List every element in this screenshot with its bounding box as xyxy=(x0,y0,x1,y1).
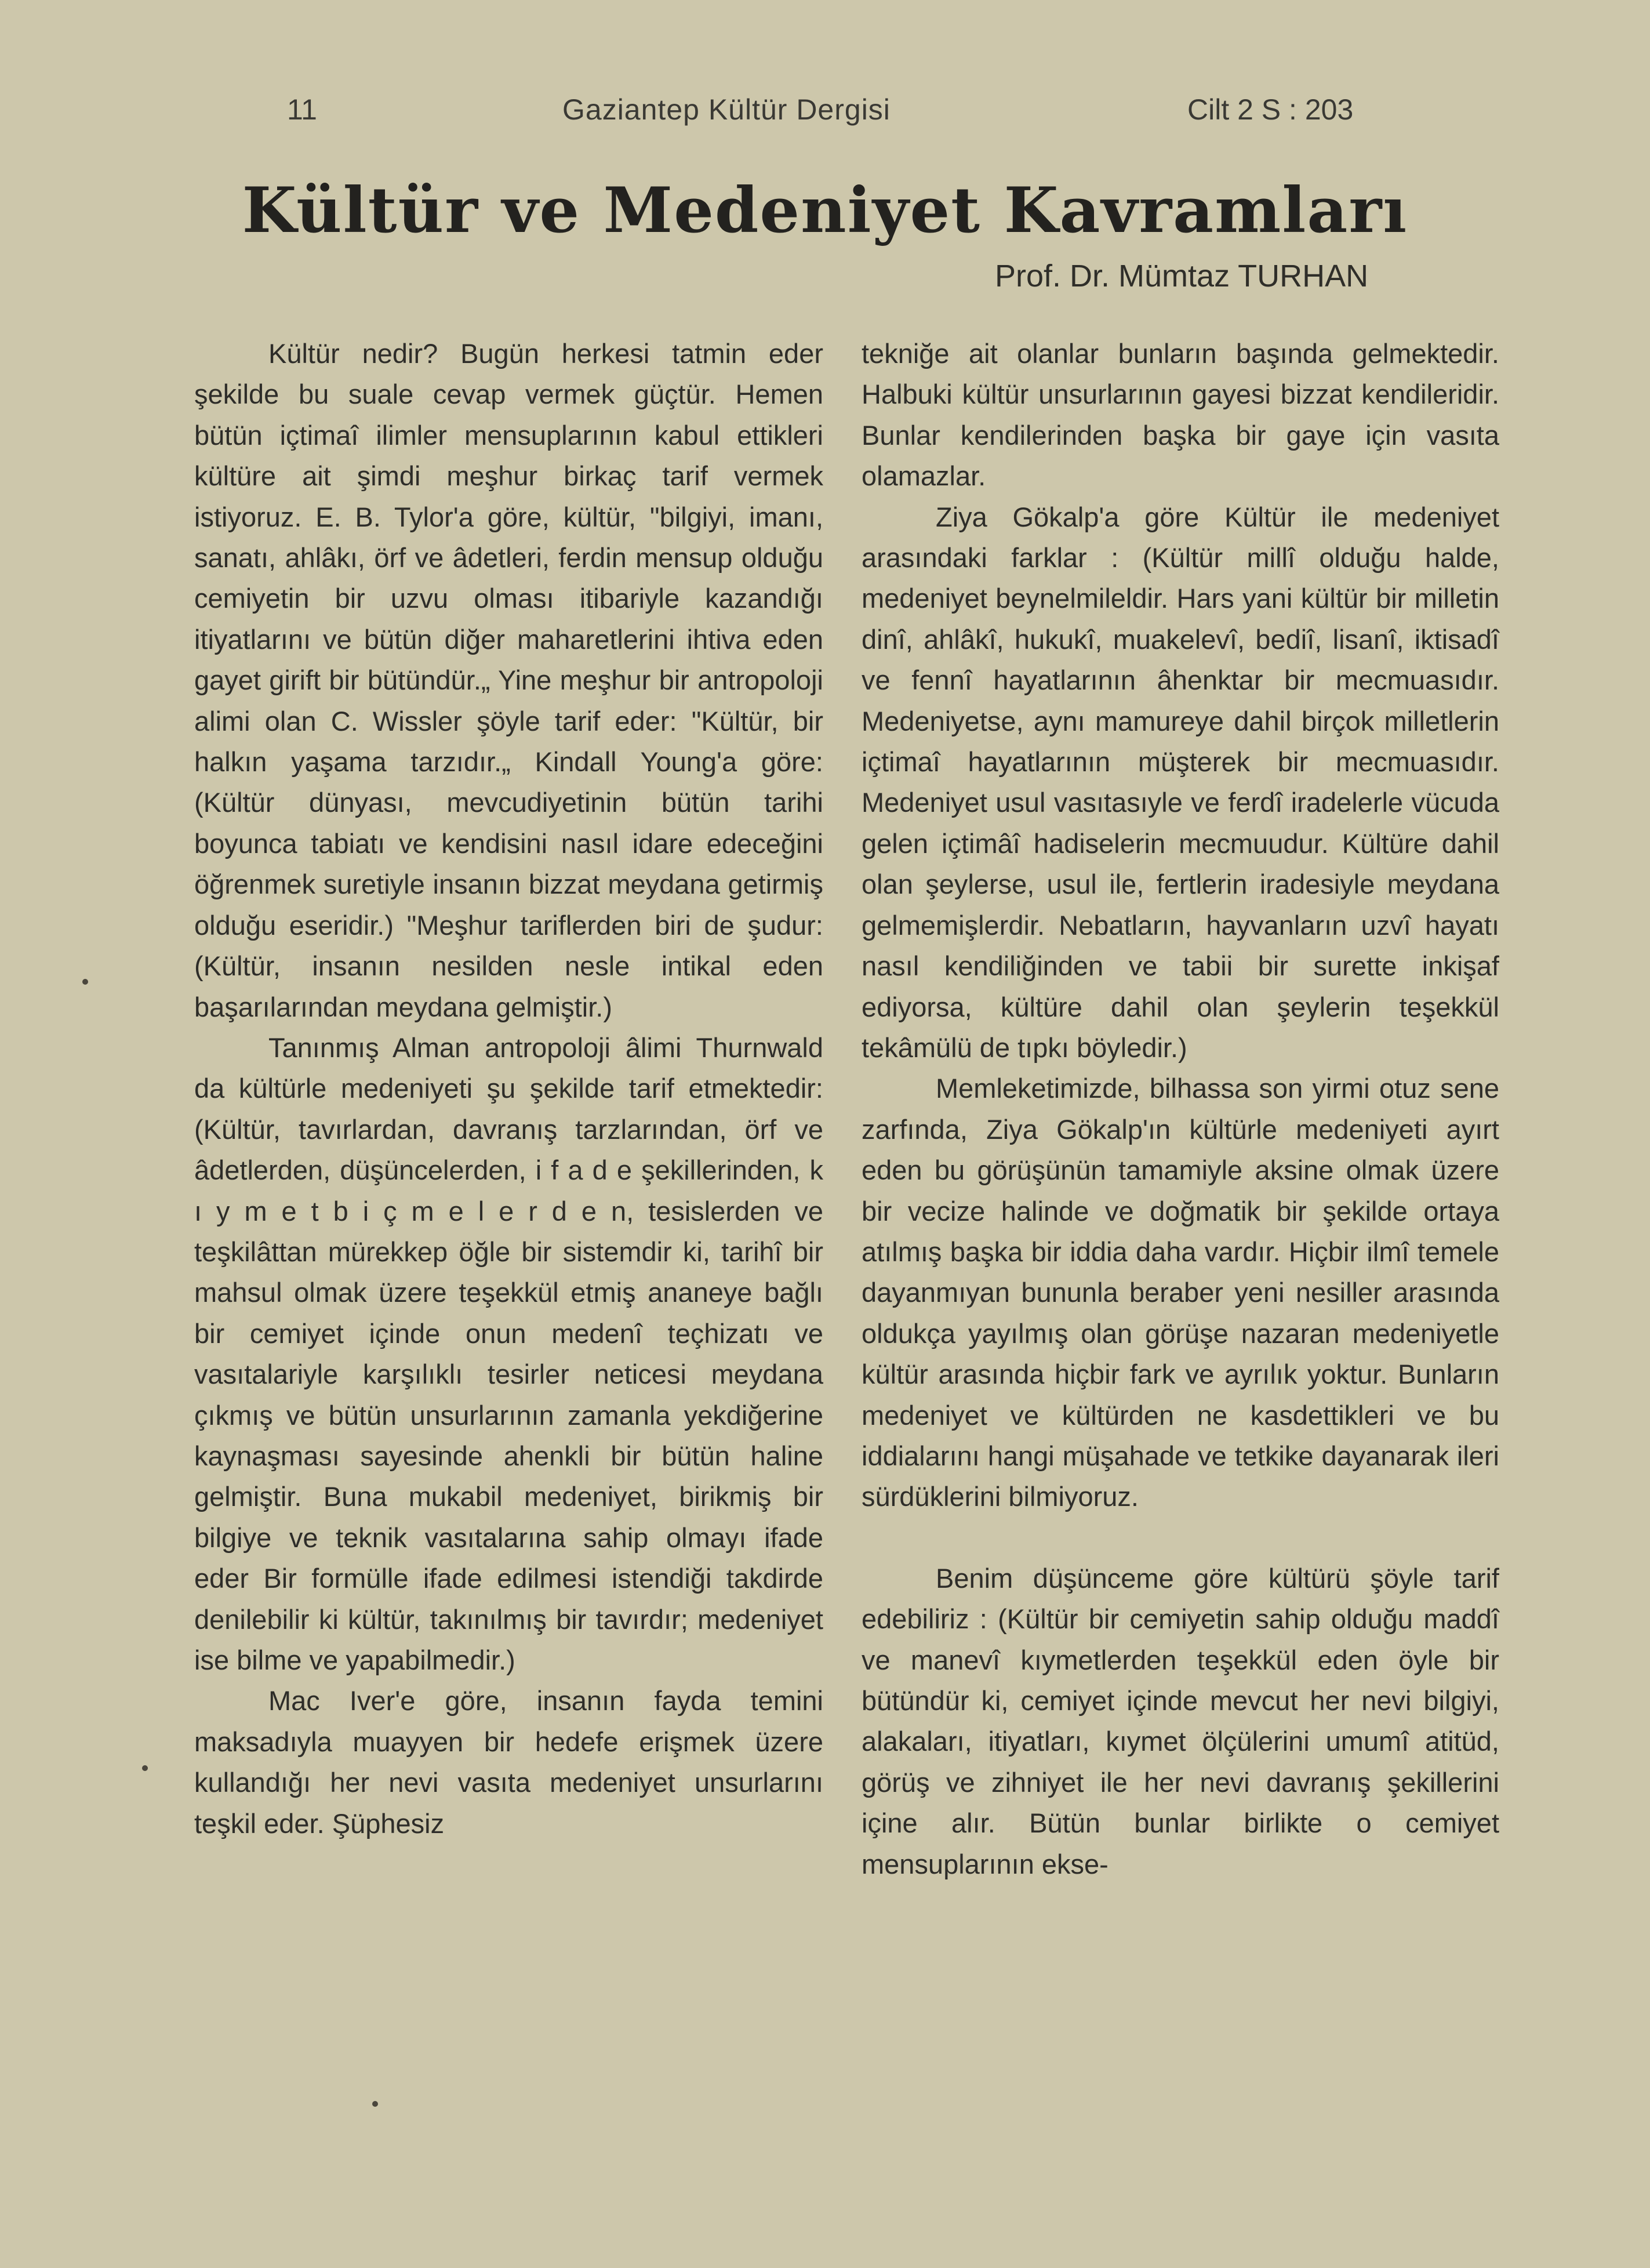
paragraph: tekniğe ait olanlar bunların başında gelmektedir. Halbuki kültür unsurlarının gayesi bizzat kendileridir. Bunlar kendilerinden başka bir gaye için vasıta olamazlar. xyxy=(862,338,1499,492)
right-column xyxy=(862,333,1499,1885)
left-column xyxy=(194,333,823,1844)
article-title: Kültür ve Medeniyet Kavramları xyxy=(242,174,1408,247)
volume-issue: Cilt 2 S : 203 xyxy=(1187,93,1354,126)
paragraph: Memleketimizde, bilhassa son yirmi otuz sene zarfında, Ziya Gökalp'ın kültürle medeniyeti ayırt eden bu görüşünün tamamiyle aksine olmak üzere bir vecize halinde ve doğmatik bir şekilde ortaya atılmış başka bir iddia daha vardır. Hiçbir ilmî temele dayanmıyan bununla beraber yeni nesiller arasında oldukça yayılmış olan görüşe nazaran medeniyetle kültür arasında hiçbir fark ve ayrılık yoktur. Bunların medeniyet ve kültürden ne kasdettikleri ve bu iddialarını hangi müşahade ve tetkike dayanarak ileri sürdüklerini bilmiyoruz. xyxy=(862,1073,1499,1512)
journal-name: Gaziantep Kültür Dergisi xyxy=(562,93,891,126)
article-author: Prof. Dr. Mümtaz TURHAN xyxy=(995,259,1369,293)
paragraph: Benim düşünceme göre kültürü şöyle tarif edebiliriz : (Kültür bir cemiyetin sahip olduğu maddî ve manevî kıymetlerden teşekkül eden öyle bir bütündür ki, cemiyet içinde mevcut her nevi bilgiyi, alakaları, itiyatları, kıymet ölçülerini umumî atitüd, görüş ve zihniyet ile her nevi davranış şekillerini içine alır. Bütün bunlar birlikte o cemiyet mensuplarının ekse- xyxy=(862,1562,1499,1879)
print-speck xyxy=(82,979,88,985)
print-speck xyxy=(372,2101,378,2107)
paragraph: Tanınmış Alman antropoloji âlimi Thurnwald da kültürle medeniyeti şu şekilde tarif etmektedir: (Kültür, tavırlardan, davranış tarzlarından, örf ve âdetlerden, düşüncelerden, i f a d e şekillerinden, k ı y m e t b i ç m e l e r d e n, tesislerden ve teşkilâttan mürekkep öğle bir sistemdir ki, tarihî bir mahsul olmak üzere teşekkül etmiş ananeye bağlı bir cemiyet içinde onun medenî teçhizatı ve vasıtalariyle karşılıklı tesirler neticesi meydana çıkmış ve bütün unsurlarının zamanla yekdiğerine kaynaşması sayesinde ahenkli bir bütün haline gelmiştir. Buna mukabil medeniyet, birikmiş bir bilgiye ve teknik vasıtalarına sahip olmayı ifade eder Bir formülle ifade edilmesi istendiği takdirde denilebilir ki kültür, takınılmış bir tavırdır; medeniyet ise bilme ve yapabilmedir.) xyxy=(194,1032,823,1675)
paragraph: Ziya Gökalp'a göre Kültür ile medeniyet arasındaki farklar : (Kültür millî olduğu halde, medeniyet beynelmileldir. Hars yani kültür bir milletin dinî, ahlâkî, hukukî, muakelevî, bediî, lisanî, iktisadî ve fennî hayatlarının âhenktar bir mecmuasıdır. Medeniyetse, aynı mamureye dahil birçok milletlerin içtimaî hayatlarının müşterek bir mecmuasıdır. Medeniyet usul vasıtasıyle ve ferdî iradelerle vücuda gelen içtimâî hadiselerin mecmuudur. Kültüre dahil olan şeylerse, usul ile, fertlerin iradesiyle meydana gelmemişlerdir. Nebatların, hayvanların uzvî hayatı nasıl kendiliğinden ve tabii bir surette inkişaf ediyorsa, kültüre dahil olan şeylerin teşekkül tekâmülü de tıpkı böyledir.) xyxy=(862,501,1499,1063)
paragraph: Mac Iver'e göre, insanın fayda temini maksadıyla muayyen bir hedefe erişmek üzere kullandığı her nevi vasıta medeniyet unsurlarını teşkil eder. Şüphesiz xyxy=(194,1685,823,1839)
print-speck xyxy=(142,1765,148,1771)
page-number: 11 xyxy=(287,93,317,126)
running-header xyxy=(0,93,1650,133)
paragraph: Kültür nedir? Bugün herkesi tatmin eder şekilde bu suale cevap vermek güçtür. Hemen bütün içtimaî ilimler mensuplarının kabul ettikleri kültüre ait şimdi meşhur birkaç tarif vermek istiyoruz. E. B. Tylor'a göre, kültür, "bilgiyi, imanı, sanatı, ahlâkı, örf ve âdetleri, ferdin mensup olduğu cemiyetin bir uzvu olması itibariyle kazandığı itiyatlarını ve bütün diğer maharetlerini ihtiva eden gayet girift bir bütündür.„ Yine meşhur bir antropoloji alimi olan C. Wissler şöyle tarif eder: "Kültür, bir halkın yaşama tarzıdır.„ Kindall Young'a göre: (Kültür dünyası, mevcudiyetinin bütün tarihi boyunca tabiatı ve kendisini nasıl idare edeceğini öğrenmek suretiyle insanın bizzat meydana getirmiş olduğu eseridir.) "Meşhur tariflerden biri de şudur: (Kültür, insanın nesilden nesle intikal eden başarılarından meydana gelmiştir.) xyxy=(194,338,823,1022)
